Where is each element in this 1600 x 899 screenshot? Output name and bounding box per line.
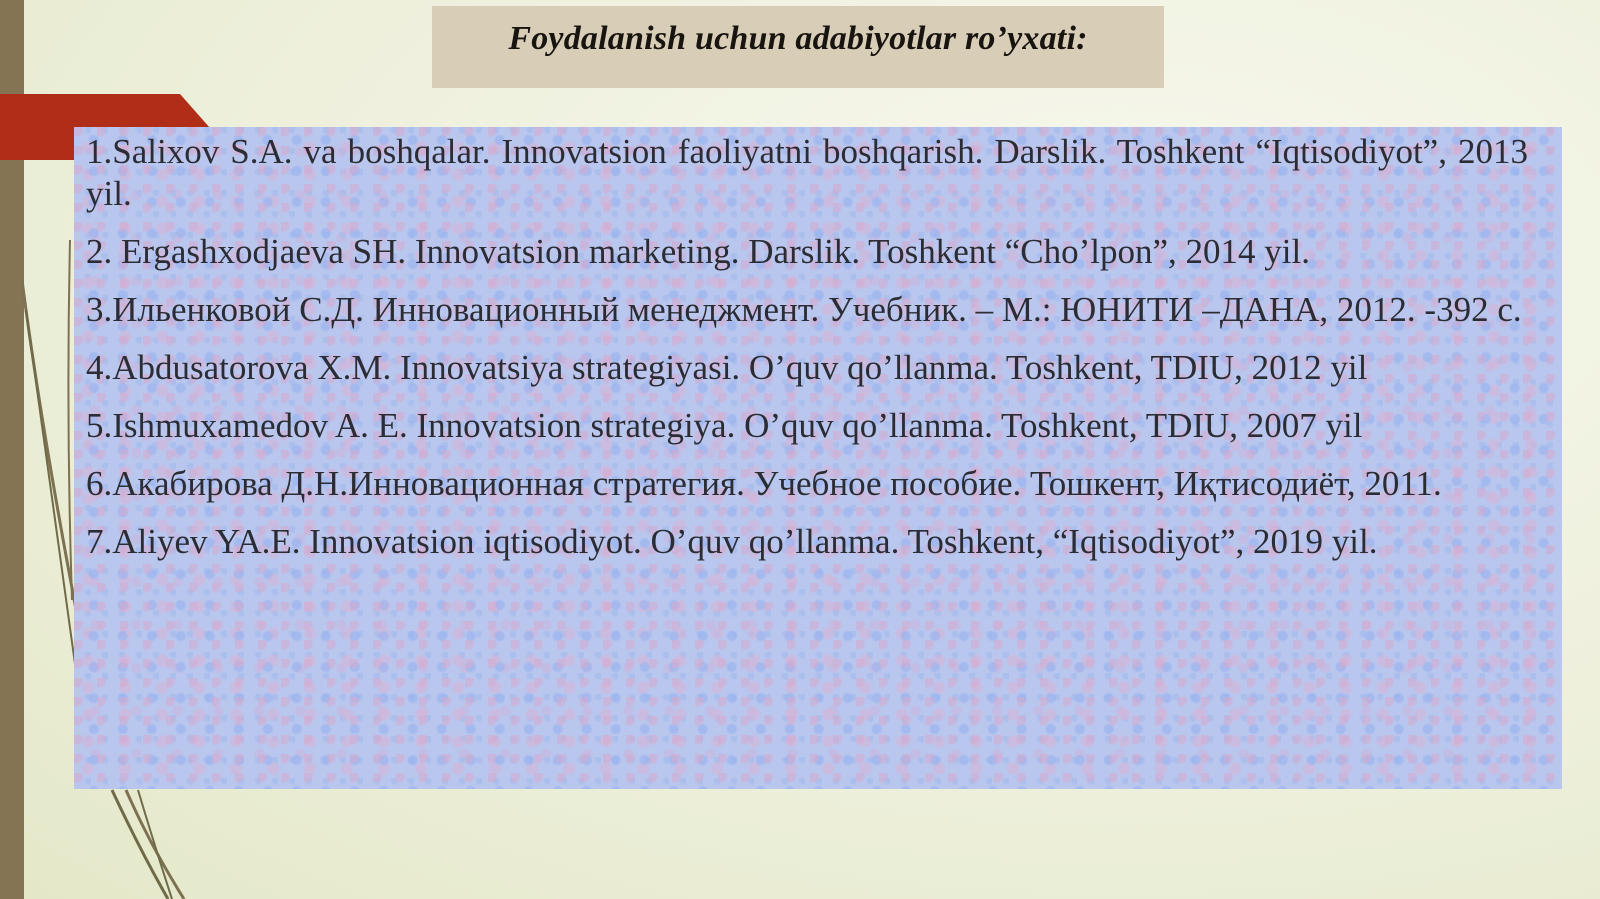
reference-item: 5.Ishmuxamedov A. E. Innovatsion strategiya. O’quv qo’llanma. Toshkent, TDIU, 2007 yil xyxy=(86,406,1363,445)
reference-item: 1.Salixov S.A. va boshqalar. Innovatsion faoliyatni boshqarish. Darslik. Toshkent “Iqtisodiyot”, 2013 yil. xyxy=(86,132,1528,213)
slide-title: Foydalanish uchun adabiyotlar ro’yxati: xyxy=(508,20,1088,57)
references-box xyxy=(74,127,1562,789)
reference-item: 3.Ильенковой С.Д. Инновационный менеджмент. Учебник. – М.: ЮНИТИ –ДАНА, 2012. -392 с. xyxy=(86,290,1522,329)
title-box xyxy=(432,6,1164,88)
reference-item: 2. Ergashxodjaeva SH. Innovatsion marketing. Darslik. Toshkent “Cho’lpon”, 2014 yil. xyxy=(86,232,1310,271)
reference-item: 6.Акабирова Д.Н.Инновационная стратегия. Учебное пособие. Тошкент, Иқтисодиёт, 2011. xyxy=(86,464,1442,503)
reference-item: 4.Abdusatorova X.M. Innovatsiya strategiyasi. O’quv qo’llanma. Toshkent, TDIU, 2012 yil xyxy=(86,348,1368,387)
reference-item: 7.Aliyev YA.E. Innovatsion iqtisodiyot. O’quv qo’llanma. Toshkent, “Iqtisodiyot”, 2019 yil. xyxy=(86,522,1378,561)
